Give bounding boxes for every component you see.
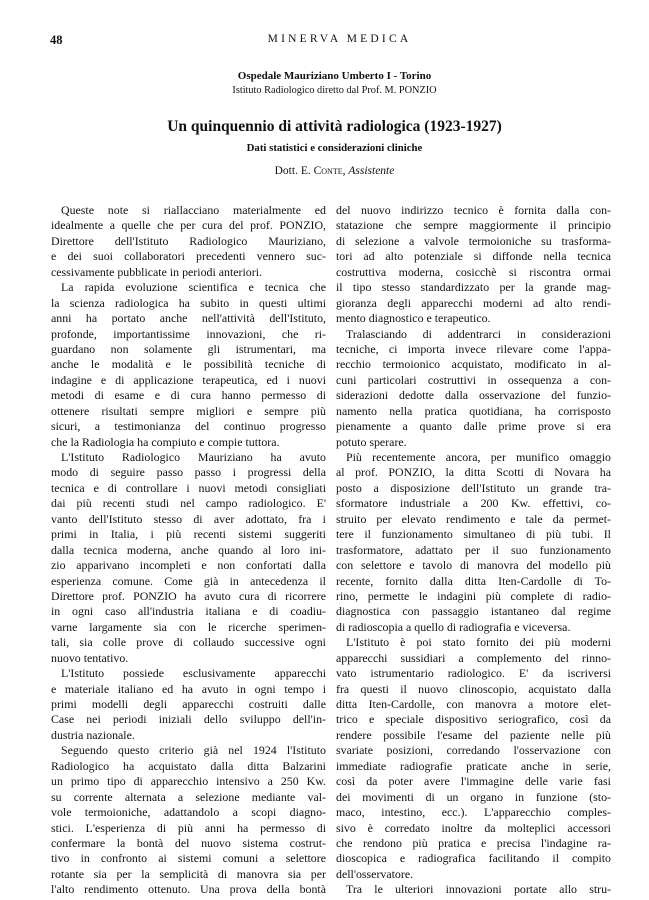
body-column-right <box>336 203 611 898</box>
text-line: così da poter avere l'immagine delle varie fasi <box>336 774 611 789</box>
text-line: L'Istituto possiede esclusivamente apparecchi <box>61 666 326 681</box>
text-line: recente, fornito dalla ditta Iten-Cardolle di To- <box>336 573 611 588</box>
text-line: dei movimenti di un organo in funzione (sto- <box>336 789 611 804</box>
text-line: siderazioni dedotte dalla osservazione del funzio- <box>336 388 611 403</box>
text-line: sicuri, a testimonianza del continuo progresso <box>51 419 326 434</box>
text-line: trico e speciale dispositivo seriografico, così da <box>336 712 611 727</box>
text-line: Tra le ulteriori innovazioni portate allo stru- <box>346 882 611 897</box>
text-line: che la Radiologia ha compiuto e compie tuttora. <box>51 434 280 449</box>
text-line: tecniche, ci importa invece rilevare come l'appa- <box>336 341 611 356</box>
text-line: modo di seguire passo passo i progressi della <box>51 465 326 480</box>
text-line: guardano non solamente gli istrumentari, ma <box>51 341 326 356</box>
text-line: Direttore prof. PONZIO ha avuto cura di ricorrere <box>51 588 326 603</box>
text-line: recchio termoionico acquistato, modificato in al- <box>336 357 611 372</box>
text-line: vanto dell'Istituto stesso di aver adottato, fra i <box>51 511 326 526</box>
text-line: tere il funzionamento simultaneo di più tubi. Il <box>336 527 611 542</box>
author-role: Assistente <box>348 165 395 177</box>
text-line: di radioscopia a quello di radiografia e viceversa. <box>336 619 571 634</box>
text-line: su corrente alternata a selezione mediante val- <box>51 789 326 804</box>
text-line: Seguendo questo criterio già nel 1924 l'Istituto <box>61 743 326 758</box>
text-line: il tipo stesso standardizzato per la grande mag- <box>336 280 611 295</box>
text-line: tecnica e di controllare i nuovi metodi consigliati <box>51 480 326 495</box>
text-line: namento nella pratica quotidiana, ha corrisposto <box>336 403 611 418</box>
author-name: Conte <box>313 165 343 177</box>
text-line: L'Istituto Radiologico Mauriziano ha avuto <box>61 450 326 464</box>
text-line: un primo tipo di apparecchio intensivo a 250 Kw. <box>51 774 326 789</box>
text-line: al prof. PONZIO, la ditta Scotti di Novara ha <box>336 465 611 480</box>
article-title: Un quinquennio di attività radiologica (1923-1927) <box>167 118 502 135</box>
text-line: di selezione a valvole termoioniche su trasforma- <box>336 233 611 248</box>
text-line: rino, permette le indagini più complete di radio- <box>336 588 611 603</box>
text-line: Direttore dell'Istituto Radiologico Mauriziano, <box>51 233 326 248</box>
text-line: e materiale italiano ed ha avuto in ogni tempo i <box>51 681 326 696</box>
text-line: sformatore industriale a 200 Kw. effettivi, co- <box>336 496 611 511</box>
text-line: che rendono più pratica e precisa l'indagine ra- <box>336 835 611 850</box>
department-name: Istituto Radiologico diretto dal Prof. M. PONZIO <box>232 85 437 96</box>
text-line: dioscopica e radiografica facilitando il compito <box>336 851 611 866</box>
text-line: esperienza comune. Come già in antecedenza il <box>51 573 326 588</box>
article-subtitle: Dati statistici e considerazioni cliniche <box>246 142 423 154</box>
text-line: pienamente a quanto dalle prime prove si era <box>336 419 611 434</box>
text-line: La rapida evoluzione scientifica e tecnica che <box>61 280 326 295</box>
text-line: trasformatore, adattato per il suo funzionamento <box>336 542 611 557</box>
text-line: indagine e di applicazione terapeutica, ed i nuovi <box>51 372 326 387</box>
text-line: vole termoioniche, adattandolo a scopi diagno- <box>51 805 326 820</box>
body-column-left <box>51 203 326 898</box>
text-line: costruttiva moderna, cosicchè si riscontra ormai <box>336 264 611 279</box>
author-line: Dott. E. Conte, Assistente <box>274 165 395 177</box>
text-line: apparecchi sussidiari a complemento del rinno- <box>336 650 611 665</box>
text-line: posto a disposizione dell'Istituto un grande tra- <box>336 480 611 495</box>
text-line: varne largamente sia con le ricerche sperimen- <box>51 619 326 634</box>
text-line: Più recentemente ancora, per munifico omaggio <box>346 450 611 464</box>
text-line: rendere possibile l'esame del paziente nelle più <box>336 727 611 742</box>
text-line: dalla tecnica moderna, anche quando al loro ini- <box>51 542 326 557</box>
text-line: ditta Iten-Cardolle, con manovra a motore elet- <box>336 697 611 711</box>
text-line: e dei suoi collaboratori precedenti vennero suc- <box>51 249 326 264</box>
text-line: diagnostica con passaggio istantaneo dal regime <box>336 604 611 619</box>
text-line: Case nei periodi iniziali dello sviluppo dell'in- <box>51 712 326 727</box>
author-prefix: Dott. E. <box>274 165 311 177</box>
text-line: fra questi il nuovo clinoscopio, acquistato dalla <box>336 681 611 696</box>
text-line: in ogni caso all'industria italiana e di coadiu- <box>51 604 326 619</box>
text-line: vato istrumentario radiologico. E' da iscriversi <box>336 666 611 681</box>
text-line: cuni particolari costruttivi in ossequenza a con- <box>336 372 611 387</box>
institution-name: Ospedale Mauriziano Umberto I - Torino <box>237 70 432 82</box>
text-line: idealmente a quelle che per cura del prof. PONZIO, <box>51 218 326 233</box>
text-line: primi in Italia, i più recenti sistemi suggeriti <box>51 527 326 542</box>
text-line: immediate radiografie praticate anche in serie, <box>336 758 611 773</box>
text-line: rotante sia per la semplicità di manovra sia per <box>51 866 326 881</box>
text-line: zio apparivano incompleti e non confortati dalla <box>51 558 326 573</box>
text-line: del nuovo indirizzo tecnico è fornita dalla con- <box>336 203 611 217</box>
text-line: confermare la bontà del nuovo sistema costrut- <box>51 835 326 850</box>
text-line: maco, intestino, ecc.). L'apparecchio comples- <box>336 805 611 820</box>
text-line: primi modelli degli apparecchi costruiti dalle <box>51 697 326 711</box>
text-line: dell'osservatore. <box>336 866 414 881</box>
text-line: L'Istituto è poi stato fornito dei più moderni <box>346 635 611 650</box>
text-line: anni ha portato anche nell'attività dell'Istituto, <box>51 311 326 326</box>
text-line: l'alto rendimento ottenuto. Una prova della bontà <box>51 882 326 897</box>
text-line: tali, sia colle prove di collaudo successive ogni <box>51 635 326 650</box>
journal-running-head: MINERVA MEDICA <box>267 33 412 45</box>
text-line: Queste note si riallacciano materialmente ed <box>61 203 326 217</box>
text-line: Radiologico ha acquistato dalla ditta Balzarini <box>51 758 326 773</box>
text-line: nuovo tentativo. <box>51 650 129 665</box>
page-number: 48 <box>50 33 63 47</box>
text-line: tivo in confronto ai sistemi comuni a selettore <box>51 851 326 866</box>
text-line: struito per elevato rendimento e tale da permet- <box>336 511 611 526</box>
text-line: profonde, importantissime innovazioni, che ri- <box>51 326 326 341</box>
text-line: con selettore e tavolo di manovra del modello più <box>336 558 611 573</box>
text-line: svariate posizioni, corredando l'osservazione con <box>336 743 611 758</box>
text-line: cessivamente pubblicate in periodi anteriori. <box>51 264 262 279</box>
text-line: dai più recenti studi nel campo radiologico. E' <box>51 496 326 511</box>
text-line: stici. L'esperienza di più anni ha permesso di <box>51 820 326 835</box>
text-line: la scienza radiologica ha subito in questi ultimi <box>51 295 326 310</box>
text-line: mento diagnostico e terapeutico. <box>336 311 491 326</box>
text-line: Tralasciando di addentrarci in considerazioni <box>346 326 611 341</box>
text-line: ottenere risultati sempre migliori e sempre più <box>51 403 326 418</box>
text-line: potuto sperare. <box>336 434 407 449</box>
text-line: metodi di esame e di cura hanno permesso di <box>51 388 326 403</box>
text-line: sivo è corredato inoltre da molteplici accessori <box>336 820 611 835</box>
text-line: anche le modalità e le possibilità tecniche di <box>51 357 326 372</box>
text-line: gioranza degli apparecchi moderni ad alto rendi- <box>336 295 611 310</box>
text-line: tori ad alto potenziale si diffonde nella tecnica <box>336 249 611 264</box>
text-line: statazione che sempre maggiormente il principio <box>336 218 611 233</box>
text-line: dustria nazionale. <box>51 727 135 742</box>
